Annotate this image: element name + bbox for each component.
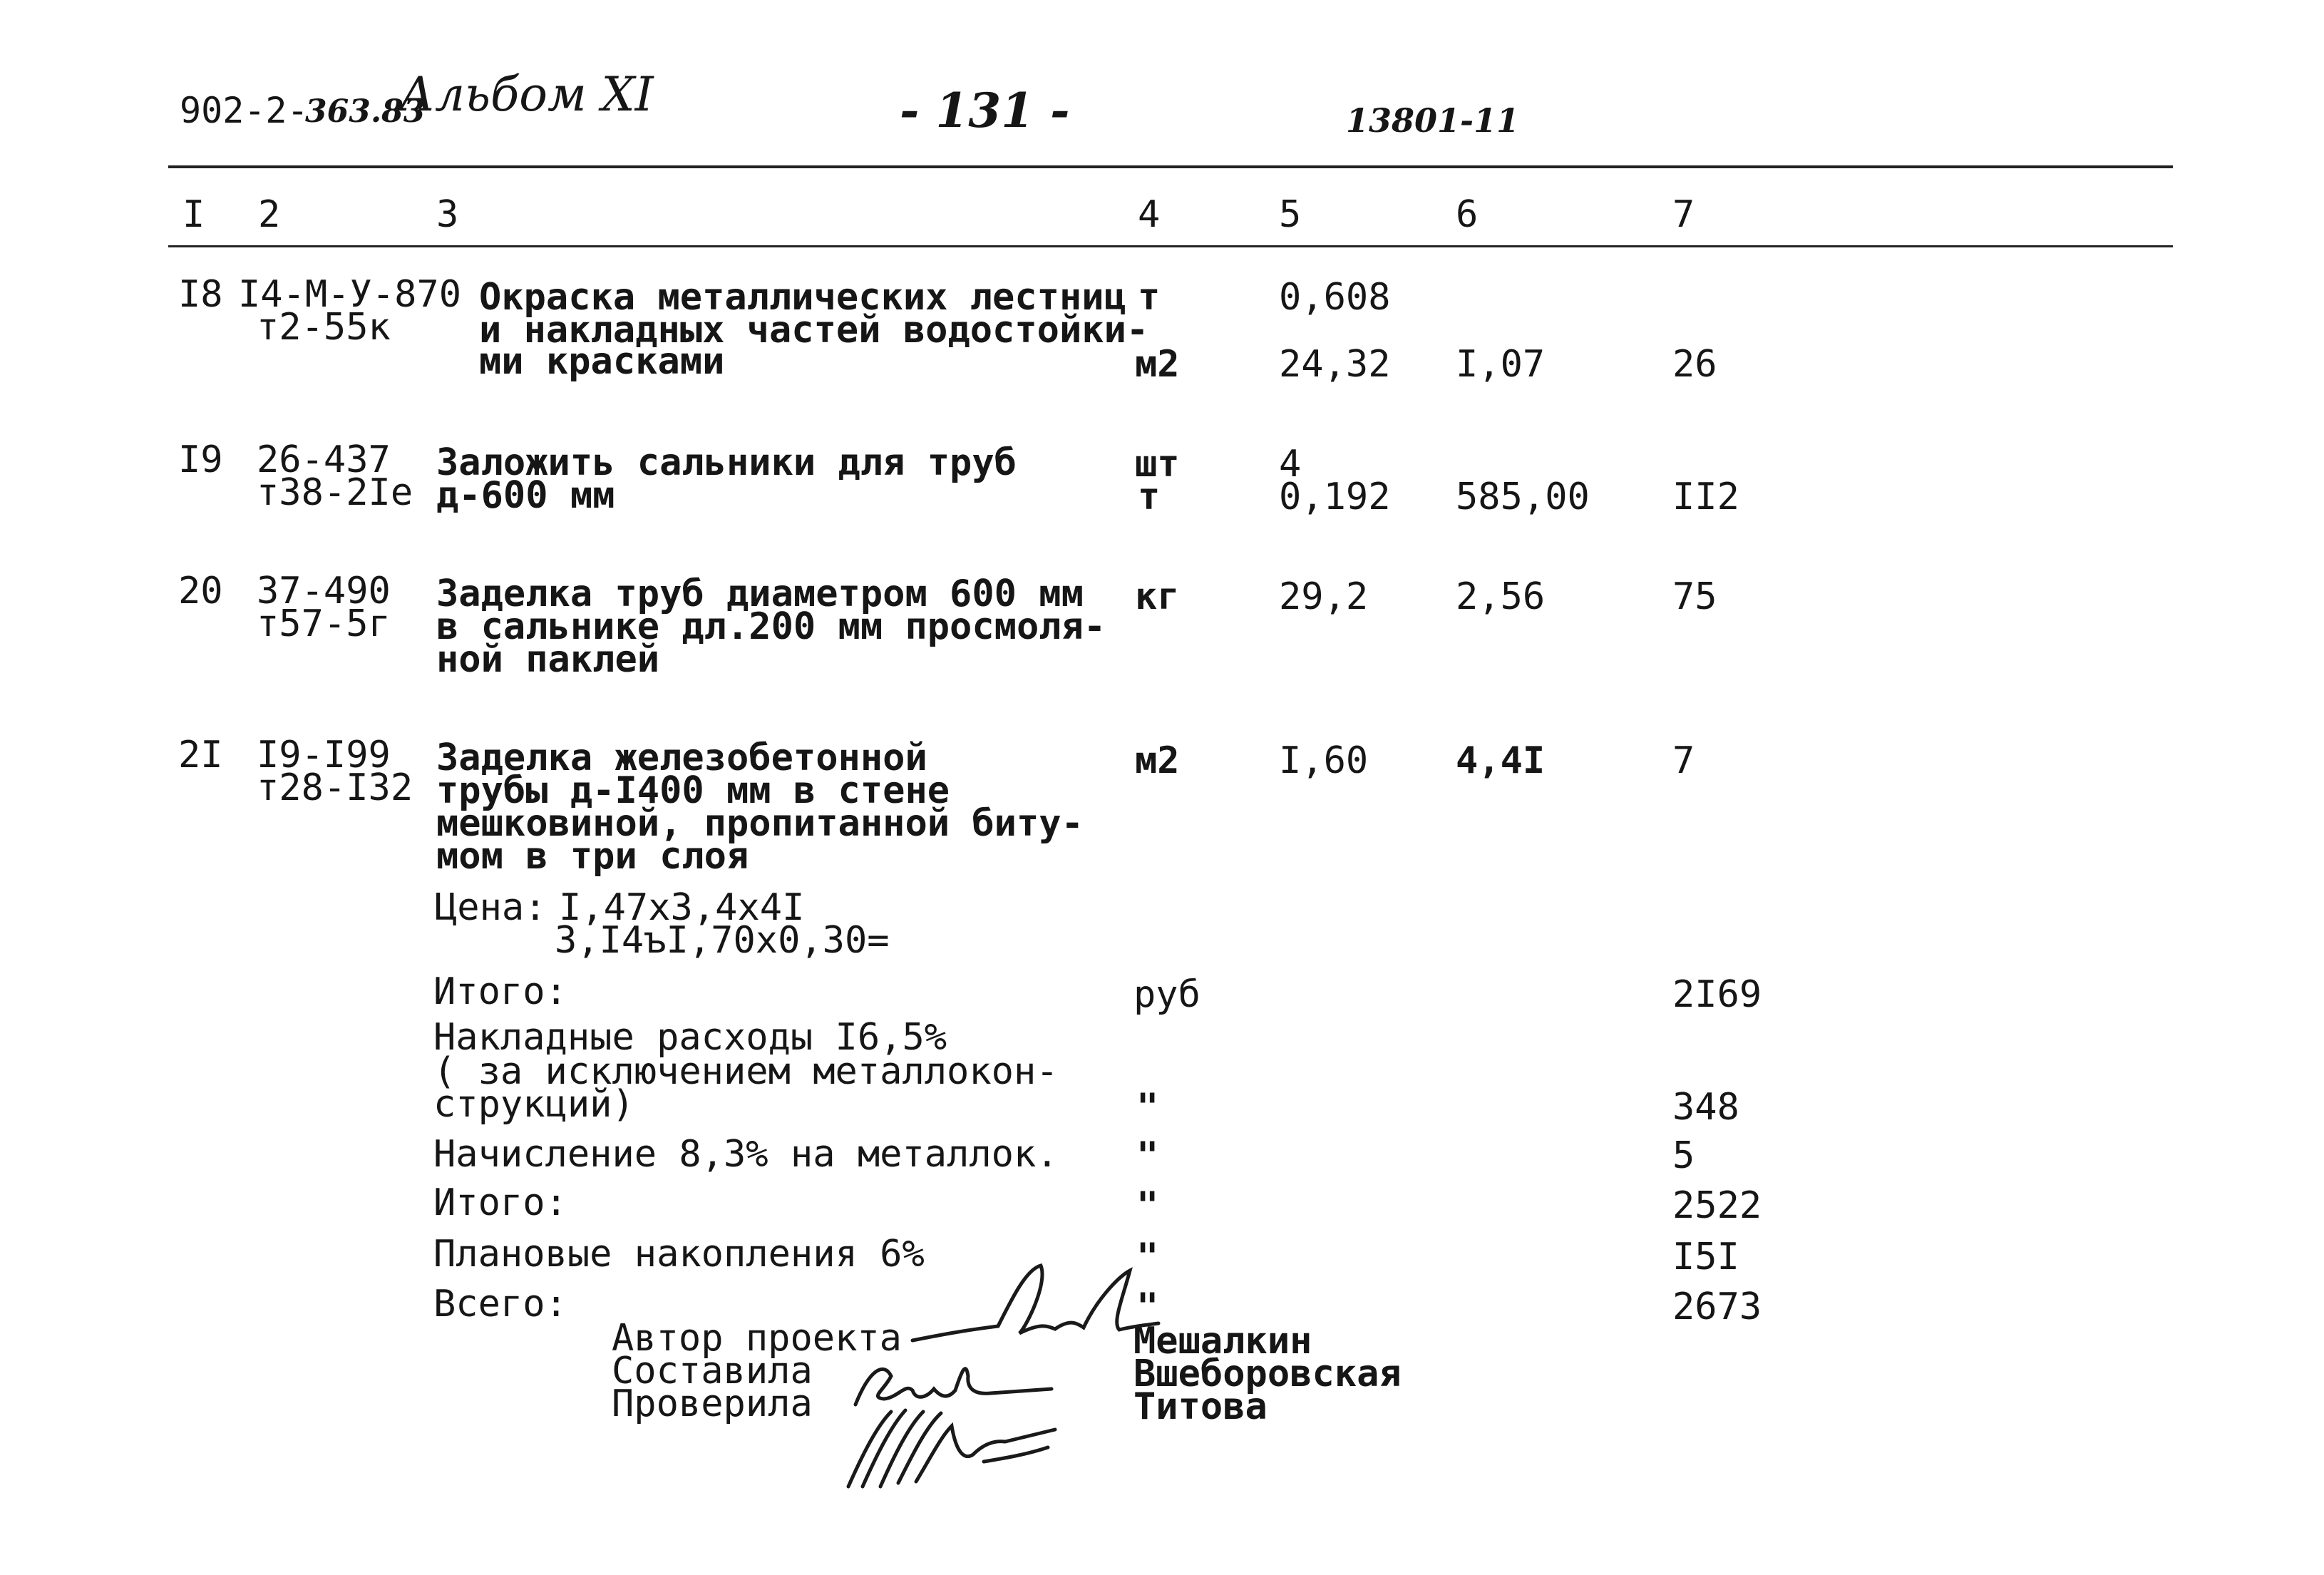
row-unit: т (1138, 476, 1161, 518)
row-code: т28-I32 (257, 766, 413, 809)
summary-unit: " (1136, 1086, 1159, 1129)
col-header-1: I (182, 193, 205, 236)
row-description: д-600 мм (436, 474, 615, 517)
summary-unit: " (1136, 1134, 1159, 1177)
row-number: 2I (178, 734, 223, 776)
doc-code-handwritten: 363.83 (305, 93, 426, 130)
row-code: I4-М-У-870 (238, 273, 462, 316)
summary-label: ( за исключением металлокон- (433, 1050, 1059, 1093)
row-total: 75 (1672, 575, 1717, 618)
row-total: II2 (1672, 476, 1739, 518)
doc-code: 902-2- (180, 90, 309, 131)
summary-value: 2522 (1672, 1184, 1762, 1227)
row-unit: шт (1135, 443, 1180, 486)
row-unit-price: 4,4I (1456, 739, 1546, 782)
row-description: ми красками (479, 340, 725, 383)
summary-unit: " (1136, 1286, 1159, 1328)
row-code: т38-2Iе (257, 471, 413, 514)
row-description: Заделка железобетонной (436, 737, 927, 779)
album-label: Альбом XI (399, 67, 654, 122)
signature-checker-scribble (841, 1397, 1076, 1497)
header-rule (168, 245, 2173, 247)
summary-label: Плановые накопления 6% (433, 1233, 925, 1276)
col-header-4: 4 (1138, 193, 1161, 236)
row-quantity: 0,608 (1279, 276, 1391, 319)
row-number: I9 (178, 438, 223, 481)
row-unit: т (1138, 276, 1161, 319)
summary-label: Всего: (433, 1283, 567, 1325)
summary-label: Накладные расходы I6,5% (433, 1016, 947, 1059)
page-number: - 131 - (900, 83, 1070, 138)
row-description: мом в три слоя (436, 835, 749, 878)
row-quantity: 4 (1279, 443, 1302, 486)
price-label: Цена: (435, 886, 547, 929)
row-unit: кг (1135, 575, 1180, 618)
summary-label: Итого: (433, 970, 567, 1013)
row-quantity: 29,2 (1279, 575, 1369, 618)
col-header-2: 2 (258, 193, 281, 236)
signature-name: Титова (1133, 1385, 1268, 1428)
row-description: ной паклей (436, 638, 660, 681)
row-total: 7 (1672, 739, 1695, 782)
summary-value: I5I (1672, 1236, 1739, 1278)
row-code: 26-437 (257, 438, 391, 481)
row-unit-price: 585,00 (1456, 476, 1590, 518)
price-line: I,47x3,4x4I (559, 886, 805, 929)
row-description: мешковиной, пропитанной биту- (436, 802, 1084, 845)
summary-value: 5 (1672, 1134, 1695, 1177)
signature-author-scribble (905, 1255, 1162, 1362)
row-unit-price: I,07 (1456, 343, 1546, 386)
row-quantity: I,60 (1279, 739, 1369, 782)
summary-unit: " (1136, 1236, 1159, 1278)
row-code: т57-5г (257, 602, 391, 645)
row-description: трубы д-I400 мм в стене (436, 769, 950, 812)
summary-value: 2I69 (1672, 973, 1762, 1016)
summary-unit: руб (1133, 973, 1200, 1016)
col-header-3: 3 (436, 193, 459, 236)
summary-label: Начисление 8,3% на металлок. (433, 1133, 1059, 1176)
row-unit-price: 2,56 (1456, 575, 1546, 618)
row-unit: м2 (1135, 343, 1180, 386)
row-number: I8 (178, 273, 223, 316)
summary-unit: " (1136, 1184, 1159, 1227)
summary-value: 348 (1672, 1086, 1739, 1129)
signature-role: Автор проекта (612, 1317, 902, 1360)
signature-name: Вшеборовская (1133, 1353, 1402, 1395)
signature-role: Проверила (612, 1382, 813, 1425)
price-line: 3,I4ъI,70x0,30= (555, 919, 890, 962)
row-quantity: 24,32 (1279, 343, 1391, 386)
row-description: и накладных частей водостойки- (479, 309, 1149, 352)
row-description: Заделка труб диаметром 600 мм (436, 573, 1084, 615)
signature-role: Составила (612, 1350, 813, 1392)
row-total: 26 (1672, 343, 1717, 386)
row-number: 20 (178, 570, 223, 612)
summary-value: 2673 (1672, 1286, 1762, 1328)
row-code: 37-490 (257, 570, 391, 612)
col-header-6: 6 (1456, 193, 1479, 236)
col-header-5: 5 (1279, 193, 1302, 236)
row-description: Окраска металлических лестниц (479, 276, 1126, 319)
row-code: I9-I99 (257, 734, 391, 776)
row-quantity: 0,192 (1279, 476, 1391, 518)
signature-name: Мешалкин (1133, 1320, 1312, 1363)
row-code: т2-55к (257, 306, 391, 349)
summary-label: Итого: (433, 1181, 567, 1224)
row-unit: м2 (1135, 739, 1180, 782)
row-description: в сальнике дл.200 мм просмоля- (436, 605, 1106, 648)
top-rule (168, 165, 2173, 168)
row-description: Заложить сальники для труб (436, 441, 1017, 484)
inventory-number: 13801-11 (1346, 101, 1520, 140)
summary-label: струкций) (433, 1083, 634, 1126)
col-header-7: 7 (1672, 193, 1695, 236)
